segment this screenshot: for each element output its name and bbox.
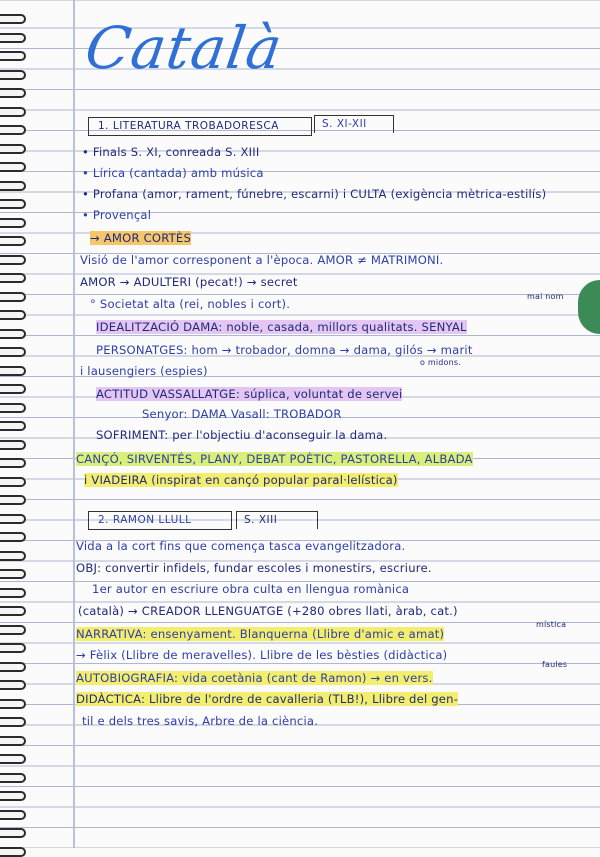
binding-ring bbox=[0, 754, 26, 764]
note-line-l2: • Lírica (cantada) amb música bbox=[82, 166, 264, 180]
binding-ring bbox=[0, 810, 26, 820]
binding-ring bbox=[0, 532, 26, 542]
binding-ring bbox=[0, 421, 26, 431]
binding-ring bbox=[0, 569, 26, 579]
binding-ring bbox=[0, 736, 26, 746]
note-line-sec2-title: 2. RAMON LLULL bbox=[98, 514, 192, 526]
binding-ring bbox=[0, 680, 26, 690]
binding-ring bbox=[0, 199, 26, 209]
note-line-l12: ACTITUD VASSALLATGE: súplica, voluntat de servei bbox=[96, 387, 403, 401]
binding-ring bbox=[0, 643, 26, 653]
binding-ring bbox=[0, 329, 26, 339]
binding-ring bbox=[0, 495, 26, 505]
binding-ring bbox=[0, 828, 26, 838]
note-line-m7: AUTOBIOGRAFIA: vida coetània (cant de Ramon) → en vers. bbox=[76, 671, 433, 685]
note-line-l7: AMOR → ADULTERI (pecat!) → secret bbox=[80, 275, 298, 289]
binding-ring bbox=[0, 477, 26, 487]
binding-ring bbox=[0, 717, 26, 727]
note-line-sec1-date: S. XI-XII bbox=[322, 118, 367, 130]
page-title: Català bbox=[81, 14, 287, 82]
binding-ring bbox=[0, 791, 26, 801]
binding-ring bbox=[0, 847, 26, 857]
binding-ring bbox=[0, 403, 26, 413]
margin-line bbox=[73, 0, 75, 848]
note-line-l1: • Finals S. XI, conreada S. XIII bbox=[82, 145, 260, 159]
note-line-l16: i VIADEIRA (inspirat en cançó popular paral·lelística) bbox=[84, 473, 398, 487]
note-line-sec2-date: S. XIII bbox=[244, 514, 278, 526]
binding-ring bbox=[0, 662, 26, 672]
binding-ring bbox=[0, 699, 26, 709]
note-line-m2: OBJ: convertir infidels, fundar escoles i monestirs, escriure. bbox=[76, 561, 432, 575]
binding-ring bbox=[0, 236, 26, 246]
binding-ring bbox=[0, 51, 26, 61]
binding-ring bbox=[0, 310, 26, 320]
binding-ring bbox=[0, 70, 26, 80]
binding-ring bbox=[0, 255, 26, 265]
note-line-m5: NARRATIVA: ensenyament. Blanquerna (Llibre d'amic e amat) bbox=[76, 627, 445, 641]
note-line-l10: PERSONATGES: hom → trobador, domna → dama, gilós → marit bbox=[96, 343, 473, 357]
note-line-l14: SOFRIMENT: per l'objectiu d'aconseguir la dama. bbox=[96, 428, 388, 442]
binding-ring bbox=[0, 292, 26, 302]
note-line-l4: • Provençal bbox=[82, 208, 152, 222]
binding-ring bbox=[0, 588, 26, 598]
note-line-m1: Vida a la cort fins que comença tasca evangelitzadora. bbox=[76, 539, 406, 553]
note-line-l8: ° Societat alta (rei, nobles i cort). bbox=[90, 297, 291, 311]
note-line-l6: Visió de l'amor corresponent a l'època. AMOR ≠ MATRIMONI. bbox=[80, 253, 444, 267]
binding-ring bbox=[0, 347, 26, 357]
binding-ring bbox=[0, 773, 26, 783]
binding-ring bbox=[0, 88, 26, 98]
binding-ring bbox=[0, 366, 26, 376]
binding-ring bbox=[0, 273, 26, 283]
binding-ring bbox=[0, 33, 26, 43]
binding-ring bbox=[0, 551, 26, 561]
binding-ring bbox=[0, 625, 26, 635]
binding-ring bbox=[0, 181, 26, 191]
binding-ring bbox=[0, 107, 26, 117]
note-line-m9: til e dels tres savis, Arbre de la ciència. bbox=[82, 714, 319, 728]
binding-ring bbox=[0, 125, 26, 135]
binding-ring bbox=[0, 458, 26, 468]
note-line-l5: → AMOR CORTÈS bbox=[90, 231, 191, 245]
note-line-m4: (català) → CREADOR LLENGUATGE (+280 obres llati, àrab, cat.) bbox=[78, 604, 458, 618]
note-line-side-note: mai nom bbox=[527, 292, 564, 301]
note-line-m3: 1er autor en escriure obra culta en llengua romànica bbox=[92, 582, 410, 596]
note-line-l9: IDEALITZACIÓ DAMA: noble, casada, millors qualitats. SENYAL bbox=[96, 320, 467, 334]
binding-ring bbox=[0, 14, 26, 24]
binding-ring bbox=[0, 162, 26, 172]
note-line-l15: CANÇÓ, SIRVENTÉS, PLANY, DEBAT POÈTIC, PASTORELLA, ALBADA bbox=[76, 452, 473, 466]
note-line-l11: i lausengiers (espies) bbox=[80, 364, 208, 378]
note-line-l13: Senyor: DAMA Vasall: TROBADOR bbox=[142, 407, 342, 421]
binding-ring bbox=[0, 440, 26, 450]
note-line-l10b: o midons. bbox=[420, 358, 462, 367]
note-line-l3: • Profana (amor, rament, fúnebre, escarni) i CULTA (exigència mètrica-estilís) bbox=[82, 187, 547, 201]
note-line-m5b: mística bbox=[536, 620, 567, 629]
note-line-m8: DIDÀCTICA: Llibre de l'ordre de cavalleria (TLB!), Llibre del gen- bbox=[76, 692, 459, 706]
spiral-binding bbox=[0, 0, 28, 848]
note-line-m6: → Fèlix (Llibre de meravelles). Llibre de les bèsties (didàctica) bbox=[76, 648, 448, 662]
note-line-m6b: faules bbox=[542, 660, 568, 669]
note-line-sec1-title: 1. LITERATURA TROBADORESCA bbox=[98, 120, 279, 132]
binding-ring bbox=[0, 218, 26, 228]
binding-ring bbox=[0, 514, 26, 524]
binding-ring bbox=[0, 384, 26, 394]
binding-ring bbox=[0, 144, 26, 154]
binding-ring bbox=[0, 606, 26, 616]
